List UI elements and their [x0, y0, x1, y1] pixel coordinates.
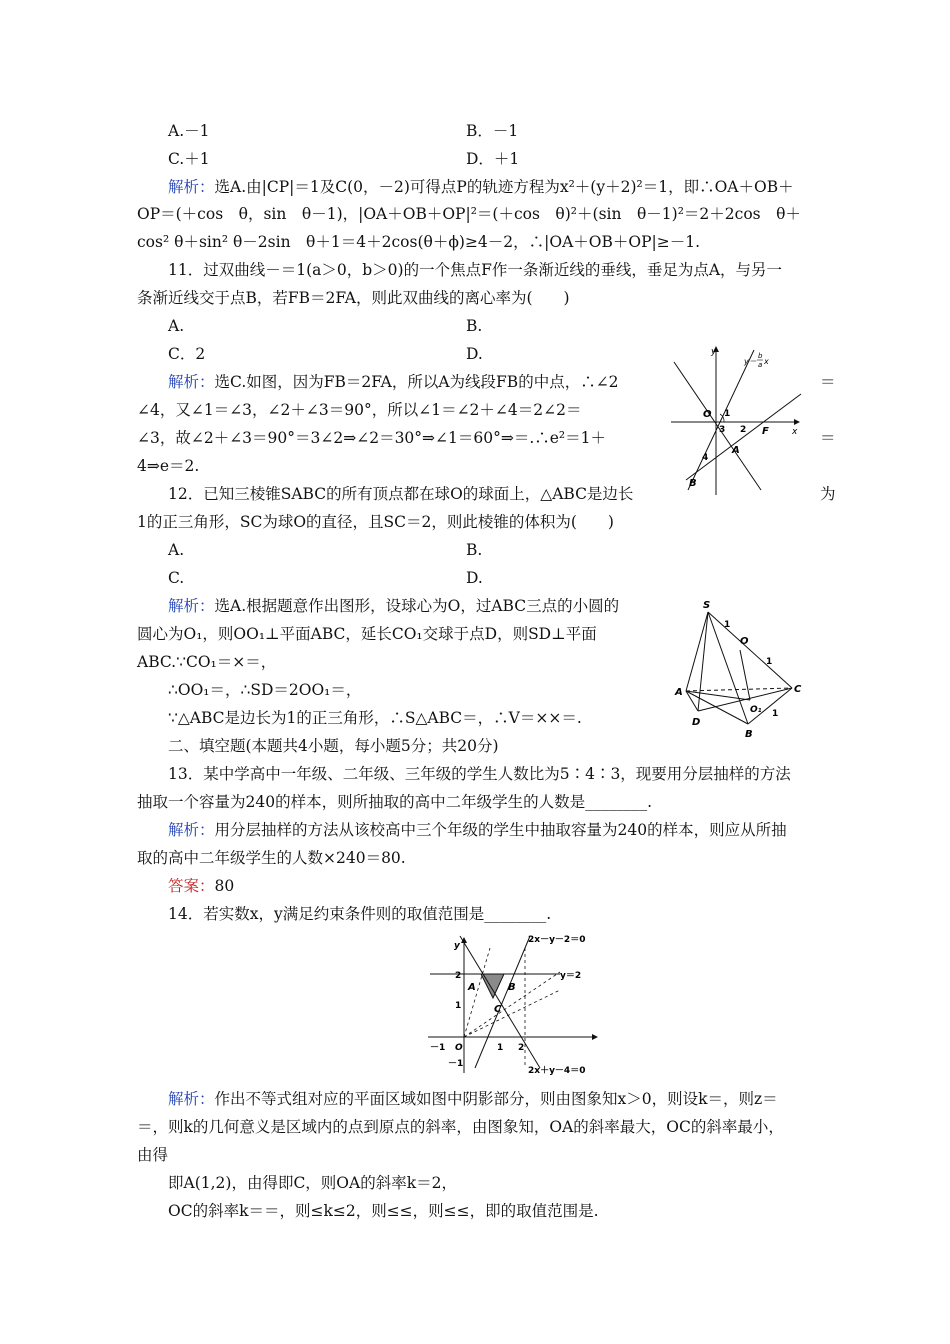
asymptote-label: y＝: [744, 357, 757, 366]
tick-y-2: 2: [455, 971, 462, 981]
origin-label: O: [455, 1043, 463, 1053]
edge-length-1: 1: [724, 620, 731, 630]
solution-label: 解析：: [168, 597, 215, 615]
point-a-label: A: [732, 445, 740, 456]
option-d: D.: [466, 345, 483, 363]
question-stem: 1的正三角形，SC为球O的直径，且SC＝2，则此棱锥的体积为( ): [137, 513, 614, 531]
angle-1-label: 1: [724, 409, 731, 419]
question-stem: 条渐近线交于点B，若FB＝2FA，则此双曲线的离心率为( ): [137, 289, 570, 307]
solution-line: ∵△ABC是边长为1的正三角形，∴S△ABC＝，∴V＝××＝.: [168, 709, 582, 727]
answer-line: [168, 875, 234, 897]
solution-line: ∴OO₁＝，∴SD＝2OO₁＝，: [168, 681, 362, 699]
x-label: x: [792, 427, 798, 437]
question-stem: 12．已知三棱锥SABC的所有顶点都在球O的球面上，△ABC是边长: [168, 485, 634, 503]
option-a: A.: [168, 541, 185, 559]
option-c: C．2: [168, 345, 206, 363]
tick-y-1: 1: [455, 1001, 462, 1011]
angle-3-label: 3: [719, 425, 726, 435]
tick-x-1: 1: [497, 1043, 504, 1053]
y-label: y: [711, 347, 717, 357]
section-heading: 二、填空题(本题共4小题，每小题5分；共20分): [168, 737, 499, 755]
tick-x-2: 2: [518, 1043, 525, 1053]
x-axis-arrow: [794, 419, 800, 425]
shaded-region: [481, 974, 504, 998]
solution-line: ＝，则k的几何意义是区域内的点到原点的斜率，由图象知，OA的斜率最大，OC的斜率最小，: [137, 1118, 784, 1136]
option-b: B．－1: [466, 122, 519, 140]
vertex-c-label: C: [794, 684, 802, 695]
asymptote-negative: [674, 362, 761, 490]
question-stem: 14．若实数x，y满足约束条件则的取值范围是________.: [168, 905, 552, 923]
dashed-line-oc: [464, 990, 560, 1037]
focus-label: F: [762, 426, 769, 437]
question-stem: 13．某中学高中一年级、二年级、三年级的学生人数比为5∶4∶3，现要用分层抽样的方法: [168, 765, 791, 783]
solution-line: cos² θ＋sin² θ－2sin θ＋1＝4＋2cos(θ＋ϕ)≥4－2，∴|OA＋OB＋OP|≥－1.: [137, 233, 701, 251]
solution-line: OP＝(＋cos θ，sin θ－1)，|OA＋OB＋OP|²＝(＋cos θ)²＋(sin θ－1)²＝2＋2cos θ＋: [137, 205, 801, 223]
solution-line-end: ＝: [820, 429, 836, 447]
answer-value: 80: [214, 877, 235, 895]
solution-line: 取的高中二年级学生的人数×240＝80.: [137, 849, 406, 867]
point-c-label: C: [494, 1004, 502, 1015]
center-o-label: O: [740, 636, 749, 647]
solution-line: ∠3，故∠2＋∠3＝90°＝3∠2⇒∠2＝30°⇒∠1＝60°⇒＝.∴e²＝1＋: [137, 429, 607, 447]
origin-label: O: [703, 409, 712, 420]
option-b: B.: [466, 541, 483, 559]
question-stem-end: 为: [820, 485, 836, 503]
solution-label: 解析：: [168, 178, 215, 196]
solution-line: 解析：作出不等式组对应的平面区域如图中阴影部分，则由图象知x＞0，则设k＝，则z＝: [168, 1090, 778, 1108]
x-axis-arrow: [592, 1034, 598, 1040]
asymptote-frac-bot: a: [758, 361, 763, 369]
answer-label: 答案：: [168, 877, 215, 895]
line-label-3: 2x＋y－4＝0: [528, 1066, 586, 1076]
solution-line: 解析：选A.由|CP|＝1及C(0，－2)可得点P的轨迹方程为x²＋(y＋2)²＝1，即∴OA＋OB＋: [168, 178, 794, 196]
option-a: A.－1: [168, 122, 210, 140]
asymptote-frac-top: b: [758, 352, 763, 360]
solution-label: 解析：: [168, 373, 215, 391]
edge-length-3: 1: [772, 709, 779, 719]
hyperbola-figure: [666, 340, 816, 500]
vertex-b-label: B: [745, 729, 753, 740]
point-b-label: B: [689, 478, 697, 489]
edge-length-2: 1: [766, 657, 773, 667]
question-stem: 11．过双曲线－＝1(a＞0，b＞0)的一个焦点F作一条渐近线的垂线，垂足为点A，与另一: [168, 261, 783, 279]
asymptote-positive: [688, 350, 754, 490]
angle-4-label: 4: [702, 453, 709, 463]
solution-line: 圆心为O₁，则OO₁⊥平面ABC，延长CO₁交球于点D，则SD⊥平面: [137, 625, 597, 643]
perpendicular-line: [686, 394, 801, 480]
option-c: C.: [168, 569, 185, 587]
point-d-label: D: [692, 717, 701, 728]
option-a: A.: [168, 317, 185, 335]
center-o1-label: O₁: [750, 705, 762, 715]
solution-line: 4⇒e＝2.: [137, 457, 200, 475]
option-b: B.: [466, 317, 483, 335]
vertex-a-label: A: [675, 687, 683, 698]
option-c: C.＋1: [168, 150, 210, 168]
angle-2-label: 2: [740, 425, 747, 435]
solution-line: 解析：用分层抽样的方法从该校高中三个年级的学生中抽取容量为240的样本，则应从所抽: [168, 821, 787, 839]
asymptote-x: x: [764, 357, 769, 366]
solution-label: 解析：: [168, 1090, 215, 1108]
solution-line: ABC.∵CO₁＝×＝，: [137, 653, 277, 671]
tick-x-neg1: －1: [430, 1043, 446, 1053]
tick-y-neg1: －1: [448, 1059, 464, 1069]
vertex-s-label: S: [703, 600, 711, 611]
line-label-2: y＝2: [560, 971, 582, 981]
point-b-label: B: [508, 982, 516, 993]
solution-line: 解析：选A.根据题意作出图形，设球心为O，过ABC三点的小圆的: [168, 597, 620, 615]
y-label: y: [454, 941, 460, 951]
solution-line: 即A(1,2)，由得即C，则OA的斜率k＝2，: [168, 1174, 457, 1192]
solution-line: 解析：选C.如图，因为FB＝2FA，所以A为线段FB的中点，∴∠2: [168, 373, 619, 391]
tetrahedron-figure: [670, 594, 820, 744]
option-d: D.: [466, 569, 483, 587]
line-label-1: 2x－y－2＝0: [528, 935, 586, 945]
question-stem: 抽取一个容量为240的样本，则所抽取的高中二年级学生的人数是________.: [137, 793, 653, 811]
option-d: D．＋1: [466, 150, 520, 168]
solution-label: 解析：: [168, 821, 215, 839]
solution-line-end: ＝: [820, 373, 836, 391]
feasible-region-figure: [420, 928, 600, 1078]
point-a-label: A: [468, 982, 476, 993]
solution-line: OC的斜率k＝＝，则≤k≤2，则≤≤，则≤≤，即的取值范围是.: [168, 1202, 599, 1220]
solution-line: 由得: [137, 1146, 169, 1164]
solution-line: ∠4，又∠1＝∠3，∠2＋∠3＝90°，所以∠1＝∠2＋∠4＝2∠2＝: [137, 401, 582, 419]
